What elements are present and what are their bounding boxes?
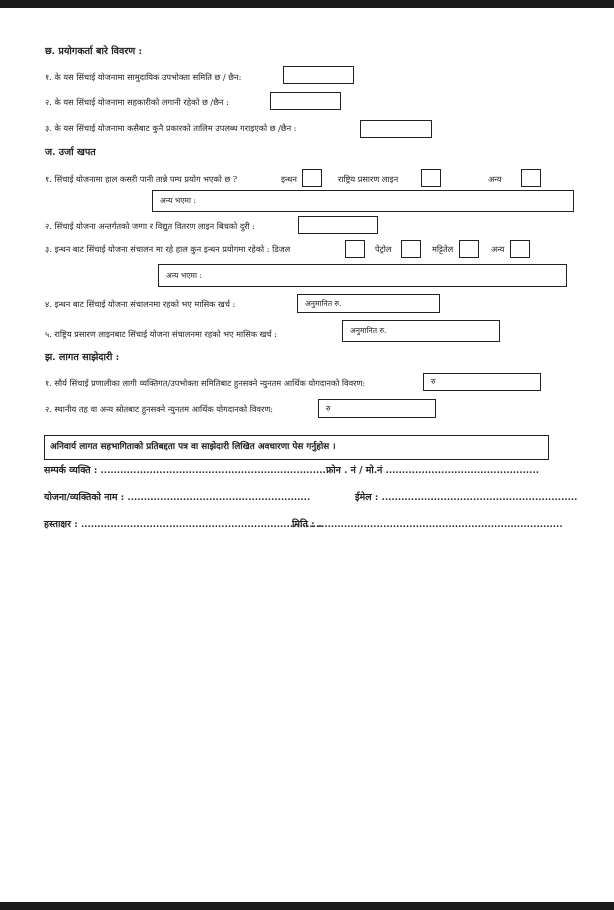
ja-q3-petrol-checkbox[interactable]: [401, 240, 421, 258]
ja-q3-diesel-checkbox[interactable]: [345, 240, 365, 258]
ja-q3-other-checkbox[interactable]: [510, 240, 530, 258]
section-ja-heading: ज. उर्जा खपत: [45, 147, 96, 158]
chha-q3-field[interactable]: [360, 120, 432, 138]
project-name-line[interactable]: योजना/व्यक्तिको नाम : ........................................................: [44, 492, 311, 503]
ja-q1-fuel-label: इन्धन: [281, 174, 297, 184]
top-edge-bar: [0, 0, 614, 8]
ja-q5-field-prefix: अनुमानित रु.: [350, 326, 387, 335]
bottom-edge-bar: [0, 902, 614, 910]
ja-q1-label: १. सिंचाई योजनामा हाल कसरी पानी तान्ने पम्प प्रयोग भएको छ ?: [45, 174, 238, 184]
ja-q3-other-label: अन्य: [491, 244, 505, 254]
ja-q2-field[interactable]: [298, 216, 378, 234]
section-chha-heading: छ. प्रयोगकर्ता बारे विवरण :: [45, 46, 143, 57]
jha-q2-field-prefix: रु: [326, 404, 331, 413]
ja-q3-other-specify-field[interactable]: [158, 264, 567, 287]
ja-q5-field[interactable]: [342, 320, 500, 342]
ja-q5-label: ५. राष्ट्रिय प्रसारण लाइनबाट सिंचाई योजना संचालनमा रहको भए मासिक खर्च :: [45, 329, 277, 339]
chha-q1-label: १. के यस सिंचाई योजनामा सामुदायिक उपभोक्ता समिति छ / छैन:: [45, 72, 242, 82]
date-line[interactable]: मिति : ...........................................................................: [292, 519, 563, 530]
jha-q1-field[interactable]: [423, 373, 541, 391]
ja-q1-other-specify-field[interactable]: [152, 190, 574, 212]
jha-q2-label: २. स्थानीय तह वा अन्य स्रोतबाट हुनसक्ने न्युनतम आर्थिक योगदानको विवरण:: [45, 404, 273, 414]
chha-q2-label: २. के यस सिंचाई योजनामा सहकारीको लगानी रहेको छ /छैन :: [45, 97, 229, 107]
chha-q1-field[interactable]: [283, 66, 354, 84]
section-jha-heading: झ. लागत साझेदारी :: [45, 352, 120, 363]
chha-q2-field[interactable]: [270, 92, 341, 110]
ja-q3-kerosene-label: मट्टितेल: [432, 244, 454, 254]
jha-q1-field-prefix: रु: [431, 377, 436, 386]
ja-q1-other-specify-label: अन्य भएमा :: [160, 196, 196, 205]
ja-q1-grid-label: राष्ट्रिय प्रसारण लाइन: [338, 174, 399, 184]
ja-q2-label: २. सिंचाई योजना अन्तर्गतको जग्गा र विद्युत वितरण लाइन बिचको दुरी :: [45, 221, 255, 231]
ja-q3-label: ३. इन्धन बाट सिंचाई योजना संचालन मा रहे हाल कुन इन्धन प्रयोगमा रहेको : डिजल: [45, 244, 291, 254]
phone-line[interactable]: फोन . नं / मो.नं ...............................................: [326, 465, 539, 476]
email-line[interactable]: ईमेल : ............................................................: [355, 492, 578, 503]
notice-text: अनिवार्य लागत सहभागिताको प्रतिबद्दता पत्र वा साझेदारी लिखित अवधारणा पेस गर्नुहोस ।: [50, 442, 336, 452]
chha-q3-label: ३. के यस सिंचाई योजनामा कसैबाट कुनै प्रकारको तालिम उपलब्ध गराइएको छ /छैन :: [45, 123, 297, 133]
ja-q3-kerosene-checkbox[interactable]: [459, 240, 479, 258]
ja-q4-field[interactable]: [297, 294, 440, 313]
ja-q3-other-specify-label: अन्य भएमा :: [166, 271, 202, 280]
ja-q1-other-checkbox[interactable]: [521, 169, 541, 187]
jha-q2-field[interactable]: [318, 399, 436, 418]
ja-q1-grid-checkbox[interactable]: [421, 169, 441, 187]
signature-line[interactable]: हस्ताक्षर : ..........................................................................: [44, 519, 323, 530]
ja-q4-label: ४. इन्धन बाट सिंचाई योजना संचालनमा रहको भए मासिक खर्च :: [45, 299, 236, 309]
contact-person-line[interactable]: सम्पर्क व्यक्ति : ......................................................................: [44, 465, 330, 476]
jha-q1-label: १. सौर्य सिंचाई प्रणालीका लागी व्यक्तिगत/उपभोक्ता समितिबाट हुनसक्ने न्युनतम आर्थिक योगदानको विवरण:: [45, 378, 366, 388]
ja-q3-petrol-label: पेट्रोल: [375, 244, 392, 254]
ja-q4-field-prefix: अनुमानित रु.: [305, 299, 342, 308]
ja-q1-fuel-checkbox[interactable]: [302, 169, 322, 187]
notice-box: [44, 435, 549, 460]
ja-q1-other-label: अन्य: [488, 174, 502, 184]
